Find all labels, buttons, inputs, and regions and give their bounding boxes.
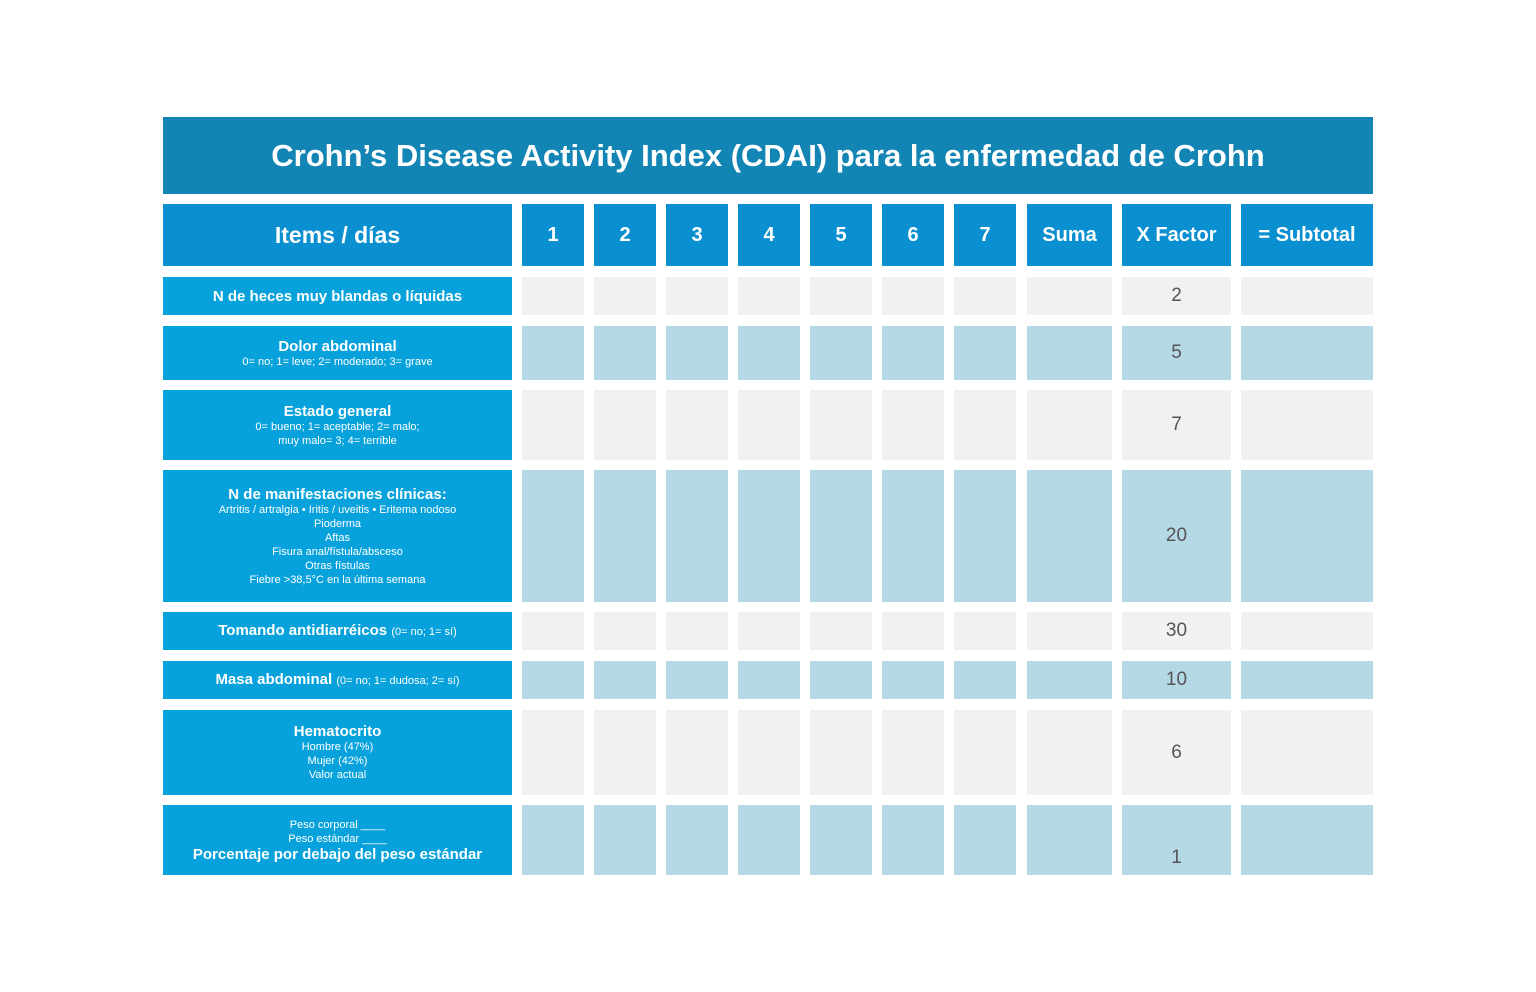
day-4-input[interactable] (738, 661, 800, 699)
day-2-input[interactable] (594, 661, 656, 699)
row-sub-text: Artritis / artralgia • Iritis / uveitis • Eritema nodoso (218, 503, 457, 516)
day-6-input[interactable] (882, 390, 944, 460)
day-3-input[interactable] (666, 805, 728, 875)
day-1-input[interactable] (522, 390, 584, 460)
header-day-2: 2 (594, 204, 656, 266)
row-title: Dolor abdominal (278, 337, 397, 355)
day-2-input[interactable] (594, 612, 656, 650)
header-subtotal: = Subtotal (1241, 204, 1373, 266)
day-6-input[interactable] (882, 470, 944, 602)
row-title (215, 671, 459, 690)
row-title-text: Tomando antidiarréicos (218, 621, 392, 639)
factor-value: 20 (1122, 470, 1231, 602)
row-sub-text: 0= bueno; 1= aceptable; 2= malo; (255, 420, 420, 433)
day-6-input[interactable] (882, 805, 944, 875)
suma-cell[interactable] (1027, 612, 1112, 650)
row-title: N de heces muy blandas o líquidas (212, 287, 463, 305)
row-sub-text: Valor actual (308, 769, 367, 781)
row-label (163, 661, 512, 699)
row-title: Hematocrito (293, 723, 382, 740)
day-1-input[interactable] (522, 277, 584, 315)
row-label (163, 805, 512, 875)
day-7-input[interactable] (954, 390, 1016, 460)
day-6-input[interactable] (882, 661, 944, 699)
day-5-input[interactable] (810, 612, 872, 650)
day-4-input[interactable] (738, 326, 800, 380)
day-3-input[interactable] (666, 710, 728, 795)
header-day-3: 3 (666, 204, 728, 266)
day-1-input[interactable] (522, 710, 584, 795)
factor-value: 5 (1122, 326, 1231, 380)
factor-value: 10 (1122, 661, 1231, 699)
day-5-input[interactable] (810, 326, 872, 380)
day-1-input[interactable] (522, 326, 584, 380)
subtotal-cell[interactable] (1241, 277, 1373, 315)
factor-value: 7 (1122, 390, 1231, 460)
row-label (163, 612, 512, 650)
day-7-input[interactable] (954, 326, 1016, 380)
suma-cell[interactable] (1027, 805, 1112, 875)
day-2-input[interactable] (594, 277, 656, 315)
row-sub-text: 0= no; 1= leve; 2= moderado; 3= grave (242, 355, 433, 368)
day-4-input[interactable] (738, 612, 800, 650)
factor-value: 6 (1122, 710, 1231, 795)
factor-value: 1 (1122, 805, 1231, 875)
factor-value: 2 (1122, 277, 1231, 315)
day-5-input[interactable] (810, 710, 872, 795)
day-3-input[interactable] (666, 390, 728, 460)
day-5-input[interactable] (810, 390, 872, 460)
day-4-input[interactable] (738, 805, 800, 875)
suma-cell[interactable] (1027, 661, 1112, 699)
day-4-input[interactable] (738, 277, 800, 315)
header-items: Items / días (163, 204, 512, 266)
day-6-input[interactable] (882, 612, 944, 650)
suma-cell[interactable] (1027, 390, 1112, 460)
day-7-input[interactable] (954, 470, 1016, 602)
row-pre-text: Peso corporal ____ (289, 818, 386, 831)
day-6-input[interactable] (882, 326, 944, 380)
day-5-input[interactable] (810, 805, 872, 875)
row-title: Estado general (283, 402, 392, 420)
header-suma: Suma (1027, 204, 1112, 266)
row-scale: (0= no; 1= dudosa; 2= sí) (336, 674, 460, 687)
day-3-input[interactable] (666, 326, 728, 380)
row-title-text: Masa abdominal (215, 670, 337, 688)
page-title: Crohn’s Disease Activity Index (CDAI) para la enfermedad de Crohn (163, 117, 1373, 194)
suma-cell[interactable] (1027, 710, 1112, 795)
day-3-input[interactable] (666, 470, 728, 602)
subtotal-cell[interactable] (1241, 390, 1373, 460)
row-sub-text: muy malo= 3; 4= terrible (278, 434, 397, 447)
subtotal-cell[interactable] (1241, 710, 1373, 795)
subtotal-cell[interactable] (1241, 805, 1373, 875)
header-day-7: 7 (954, 204, 1016, 266)
day-5-input[interactable] (810, 661, 872, 699)
row-sub-text: Hombre (47%) (301, 741, 374, 753)
day-7-input[interactable] (954, 805, 1016, 875)
suma-cell[interactable] (1027, 470, 1112, 602)
day-2-input[interactable] (594, 326, 656, 380)
day-3-input[interactable] (666, 612, 728, 650)
day-4-input[interactable] (738, 470, 800, 602)
day-1-input[interactable] (522, 612, 584, 650)
row-label (163, 470, 512, 602)
day-6-input[interactable] (882, 277, 944, 315)
day-7-input[interactable] (954, 612, 1016, 650)
factor-value: 30 (1122, 612, 1231, 650)
row-label (163, 710, 512, 795)
day-2-input[interactable] (594, 390, 656, 460)
row-pre-text: Peso estándar ____ (288, 832, 387, 845)
day-7-input[interactable] (954, 277, 1016, 315)
row-sub-text: Mujer (42%) (307, 755, 368, 767)
day-1-input[interactable] (522, 470, 584, 602)
header-day-4: 4 (738, 204, 800, 266)
row-scale: (0= no; 1= sí) (391, 625, 457, 638)
day-2-input[interactable] (594, 710, 656, 795)
header-day-6: 6 (882, 204, 944, 266)
day-5-input[interactable] (810, 277, 872, 315)
day-1-input[interactable] (522, 805, 584, 875)
day-4-input[interactable] (738, 390, 800, 460)
row-sub-text: Aftas (324, 531, 351, 544)
row-title (218, 622, 457, 641)
row-sub-text: Otras fístulas (305, 559, 370, 572)
row-label (163, 390, 512, 460)
row-label (163, 326, 512, 380)
header-day-1: 1 (522, 204, 584, 266)
subtotal-cell[interactable] (1241, 470, 1373, 602)
row-title: Porcentaje por debajo del peso estándar (192, 845, 483, 863)
row-sub-text: Pioderma (313, 517, 362, 530)
day-3-input[interactable] (666, 277, 728, 315)
day-6-input[interactable] (882, 710, 944, 795)
subtotal-cell[interactable] (1241, 612, 1373, 650)
header-factor: X Factor (1122, 204, 1231, 266)
row-label (163, 277, 512, 315)
header-day-5: 5 (810, 204, 872, 266)
subtotal-cell[interactable] (1241, 661, 1373, 699)
day-3-input[interactable] (666, 661, 728, 699)
row-title: N de manifestaciones clínicas: (228, 485, 447, 503)
day-2-input[interactable] (594, 805, 656, 875)
day-1-input[interactable] (522, 661, 584, 699)
subtotal-cell[interactable] (1241, 326, 1373, 380)
row-sub-text: Fiebre >38,5°C en la última semana (249, 573, 426, 586)
suma-cell[interactable] (1027, 277, 1112, 315)
day-7-input[interactable] (954, 661, 1016, 699)
row-sub-text: Fisura anal/fístula/absceso (272, 545, 403, 558)
day-5-input[interactable] (810, 470, 872, 602)
day-4-input[interactable] (738, 710, 800, 795)
suma-cell[interactable] (1027, 326, 1112, 380)
day-2-input[interactable] (594, 470, 656, 602)
day-7-input[interactable] (954, 710, 1016, 795)
